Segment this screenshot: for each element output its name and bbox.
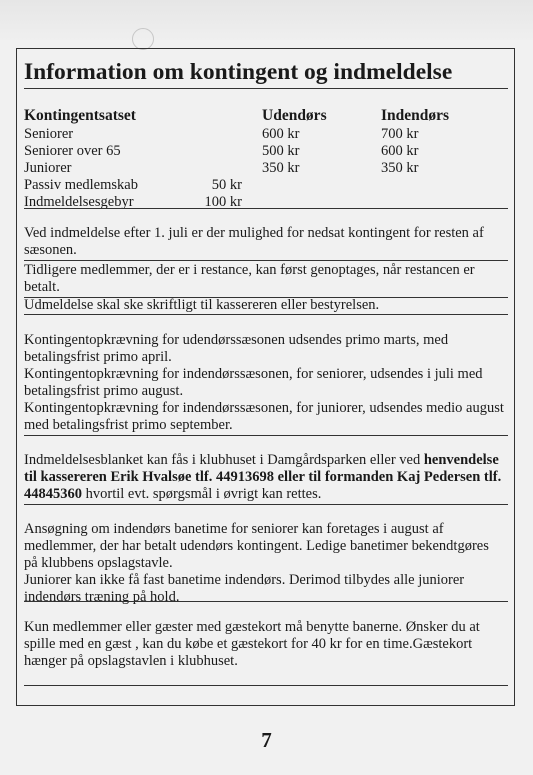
rate-row-outdoor: 600 kr (262, 126, 300, 142)
rate-row-label: Seniorer over 65 (24, 143, 121, 159)
divider (24, 435, 508, 436)
divider (24, 208, 508, 209)
fee-label: Indmeldelsesgebyr (24, 194, 134, 210)
fee-label: Passiv medlemskab (24, 177, 138, 193)
rate-row-outdoor: 500 kr (262, 143, 300, 159)
enrollment-paragraph (24, 452, 504, 503)
arrears-note: Tidligere medlemmer, der er i restance, kan først genoptages, når restancen er betalt. (24, 262, 475, 295)
binding-hole (132, 28, 154, 50)
rate-row-indoor: 700 kr (381, 126, 419, 142)
divider (24, 685, 508, 686)
court-time-juniors: Juniorer kan ikke få fast banetime indendørs. Derimod tilbydes alle juniorer indendørs træning på hold. (24, 572, 465, 605)
page-title: Information om kontingent og indmeldelse (24, 59, 508, 89)
divider (24, 601, 508, 602)
fee-amount: 100 kr (204, 194, 242, 210)
divider (24, 314, 508, 315)
rates-heading-indoor: Indendørs (381, 107, 450, 124)
court-time-seniors: Ansøgning om indendørs banetime for seniorer kan foretages i august af medlemmer, der har betalt udendørs kontingent. Ledige banetimer bekendtgøres på klubbens opslagstavle. (24, 521, 489, 571)
reduced-fee-note: Ved indmeldelse efter 1. juli er der mulighed for nedsat kontingent for resten af sæsonen. (24, 225, 484, 258)
rate-row-indoor: 350 kr (381, 160, 419, 176)
rate-row-label: Seniorer (24, 126, 74, 142)
divider (24, 260, 508, 261)
divider (24, 504, 508, 505)
page-number: 7 (261, 728, 272, 752)
billing-indoor-juniors: Kontingentopkrævning for indendørssæsonen, for juniorer, udsendes medio august med betalingsfrist primo september. (24, 400, 504, 433)
enrollment-text-start: Indmeldelsesblanket kan fås i klubhuset i Damgårdsparken eller ved (24, 452, 424, 468)
rates-heading-category: Kontingentsatset (24, 107, 136, 124)
rate-row-label: Juniorer (24, 160, 72, 176)
rate-row-outdoor: 350 kr (262, 160, 300, 176)
info-box (16, 48, 515, 706)
rates-heading-outdoor: Udendørs (262, 107, 327, 124)
guests-paragraph: Kun medlemmer eller gæster med gæstekort må benytte banerne. Ønsker du at spille med en gæst , kan du købe et gæstekort for 40 kr for en time.Gæstekort hænger på opslagstavlen i klubhuset. (24, 619, 480, 669)
resignation-note: Udmeldelse skal ske skriftligt til kassereren eller bestyrelsen. (24, 297, 380, 313)
billing-indoor-seniors: Kontingentopkrævning for indendørssæsonen, for seniorer, udsendes i juli med betalingsfrist primo august. (24, 366, 483, 399)
enrollment-contact-details: henvendelse til kassereren Erik Hvalsøe tlf. 44913698 eller til formanden Kaj Pedersen tlf. 44845360 (24, 452, 502, 502)
enrollment-text-end: hvortil evt. spørgsmål i øvrigt kan rettes. (82, 486, 322, 502)
fee-amount: 50 kr (211, 177, 242, 193)
previous-page-bleed (0, 0, 533, 40)
rate-row-indoor: 600 kr (381, 143, 419, 159)
billing-outdoor: Kontingentopkrævning for udendørssæsonen udsendes primo marts, med betalingsfrist primo april. (24, 332, 449, 365)
